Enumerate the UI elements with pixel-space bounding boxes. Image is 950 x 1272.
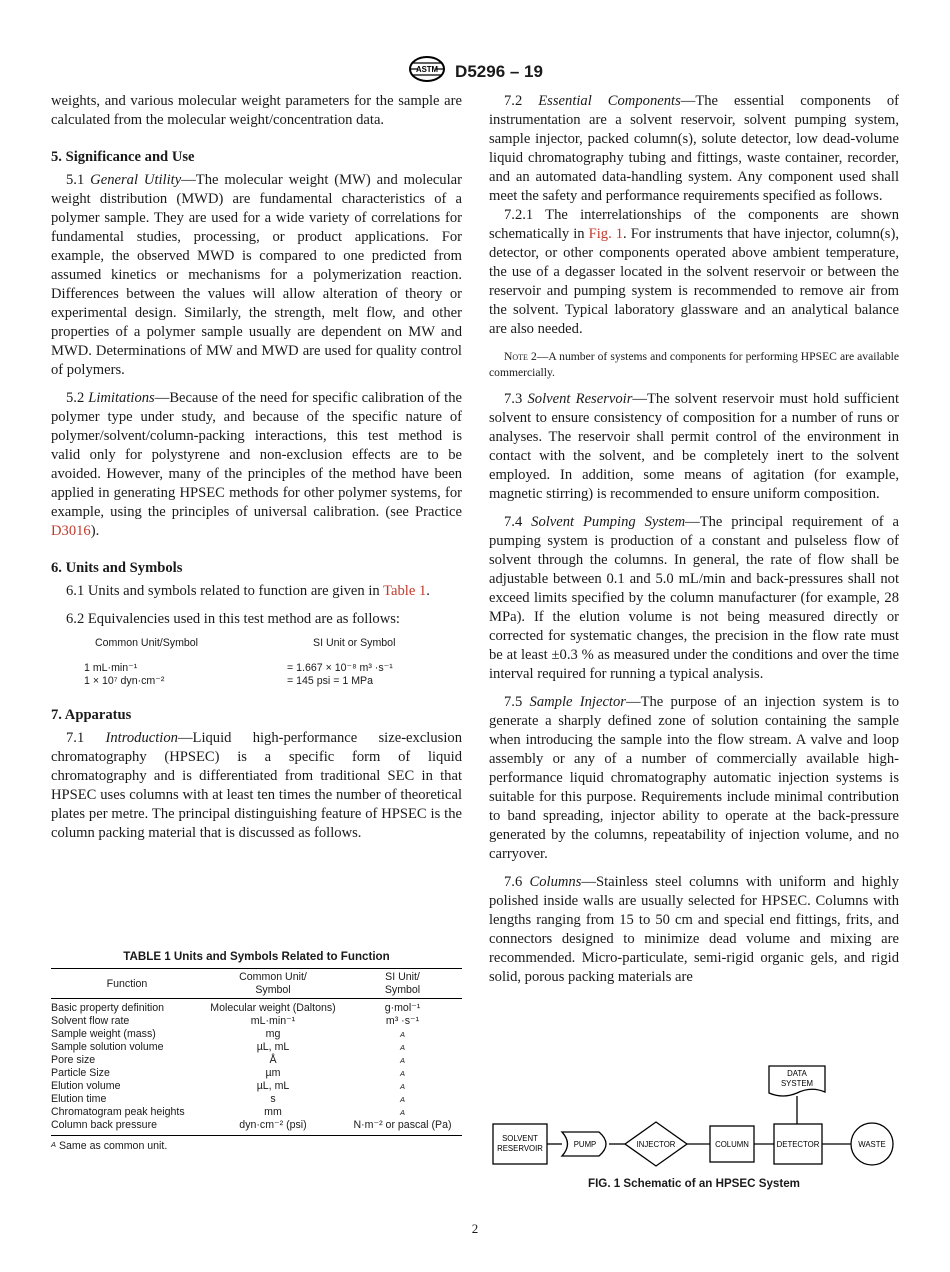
table-row: Elution volume µL, mL $^A$: [51, 1080, 405, 1092]
table-row: Sample solution volume µL, mL $^A$: [51, 1041, 405, 1053]
paragraph-7-2: 7.2 Essential Components—The essential components of instrumentation are a solvent reservoir, solvent pumping system, sample injector, packed column(s), solute detector, low dead-volume liquid chromatography tubing and fittings, waste container, recorder, and an automated data-handling system. Any component used shall meet the safety and performance requirements specified as follows.: [489, 93, 899, 204]
right-column: [489, 92, 899, 987]
equivalencies-header: Common Unit/Symbol SI Unit or Symbol: [95, 637, 396, 649]
label-column: COLUMN: [715, 1140, 749, 1149]
paragraph-5-2: 5.2 Limitations—Because of the need for specific calibration of the polymer type under study, and because of the specific nature of polymer/solvent/column-packing interactions, this test method is valid only for polystyrene and non-exclusion effects are to be avoided. However, many of the principles of the method have been applied in generating HPSEC methods for other polymer systems, for example, using the principles of universal calibration. (see Practice D3016).: [51, 390, 462, 539]
label-system: SYSTEM: [780, 1079, 814, 1088]
table-header-function: Function: [51, 969, 203, 999]
table-row: Sample weight (mass) mg $^A$: [51, 1028, 405, 1040]
section-6-heading: 6. Units and Symbols: [51, 560, 183, 576]
page-header: [0, 56, 950, 87]
fig-1-link[interactable]: Fig. 1: [588, 226, 624, 242]
table-header-common: Common Unit/ Symbol: [203, 969, 343, 999]
label-data: DATA: [787, 1069, 807, 1078]
document-id: D5296 – 19: [455, 61, 543, 81]
d3016-link[interactable]: D3016: [51, 523, 91, 539]
table-row: Solvent flow rate mL·min⁻¹ m³ ·s⁻¹: [51, 1015, 420, 1027]
table-1: [51, 950, 462, 1152]
label-waste: WASTE: [858, 1140, 886, 1149]
paragraph-6-2: 6.2 Equivalencies used in this test method are as follows:: [66, 611, 400, 627]
table-row: Column back pressure dyn·cm⁻² (psi) N·m⁻² or pascal (Pa): [51, 1119, 462, 1136]
figure-1-caption: FIG. 1 Schematic of an HPSEC System: [588, 1177, 800, 1190]
table-1-title: TABLE 1 Units and Symbols Related to Function: [123, 950, 390, 963]
table-row: Basic property definition Molecular weight (Daltons) g·mol⁻¹: [51, 1002, 421, 1014]
paragraph-7-4: 7.4 Solvent Pumping System—The principal requirement of a pumping system is production of a constant and pulseless flow of solvent through the columns. In general, the rate of flow shall be adjustable between 0.1 and 5.0 mL/min and back-pressures shall not exceed limits specified by the column manufacturer (for example, 28 MPa). If the elution volume is not being measured directly or corrected for systematic changes, the precision in the flow rate must be at least ±0.3 % as measured under the conditions and over the time interval required for running a typical analysis.: [489, 514, 899, 682]
equivalency-row: 1 mL·min⁻¹ = 1.667 × 10⁻⁸ m³ ·s⁻¹: [84, 662, 393, 674]
figure-1-schematic: [489, 1062, 899, 1177]
equivalency-row: 1 × 10⁷ dyn·cm⁻² = 145 psi = 1 MPa: [84, 675, 373, 687]
section-7-heading: 7. Apparatus: [51, 707, 132, 723]
paragraph-7-2-1: 7.2.1 The interrelationships of the components are shown schematically in Fig. 1. For instruments that have injector, column(s), detector, or other components operated above ambient temperature, the use of a degasser located in the solvent reservoir or between the reservoir and pumping system is recommended to remove air from the solvent. Typical laboratory glassware and an analytical balance are also needed.: [489, 207, 899, 337]
paragraph-6-1: 6.1 Units and symbols related to function are given in Table 1.: [66, 583, 430, 599]
astm-logo-icon: [407, 56, 447, 87]
label-pump: PUMP: [573, 1140, 597, 1149]
paragraph-7-6: 7.6 Columns—Stainless steel columns with uniform and highly polished inside walls are usually selected for HPSEC. Columns with lengths ranging from 15 to 50 cm and special end fittings, frits, and connectors designed to minimize dead volume and mixing are recommended. Micro-particulate, semi-rigid organic gels, and rigid solid, porous packing materials are: [489, 874, 899, 985]
paragraph-5-1: 5.1 General Utility—The molecular weight (MW) and molecular weight distribution (MWD) are fundamental characteristics of a polymer sample. They are used for a wide variety of correlations for fundamental studies, processing, or product applications. For example, the observed MWD is compared to one predicted from assumed kinetics or mechanisms for a polymerization reaction. Differences between the values will allow alteration of theory or experimental design. Similarly, the strength, melt flow, and other properties of a polymer sample usually are dependent on MW and MWD. Determinations of MW and MWD are used for quality control of polymers.: [51, 172, 462, 378]
label-solvent: SOLVENT: [502, 1134, 538, 1143]
paragraph-7-3: 7.3 Solvent Reservoir—The solvent reservoir must hold sufficient solvent to ensure consistency of composition for a number of runs or analyses. The reservoir shall permit control of the environment in contact with the solvent, and be completely inert to the solvent employed. In addition, some means of agitation (for example, magnetic stirring) is recommended to ensure uniform composition.: [489, 391, 900, 502]
table-1-link[interactable]: Table 1: [383, 583, 427, 599]
table-1-footnote: $^A$ Same as common unit.: [51, 1140, 168, 1152]
label-detector: DETECTOR: [776, 1140, 820, 1149]
paragraph-continuation: weights, and various molecular weight parameters for the sample are calculated from the molecular weight/concentration data.: [51, 93, 462, 128]
table-row: Chromatogram peak heights mm $^A$: [51, 1106, 405, 1118]
paragraph-7-5: 7.5 Sample Injector—The purpose of an injection system is to generate a sharply defined zone of solution containing the sample when introducing the sample into the flow stream. A valve and loop assembly or any of a number of commercially available high-performance liquid chromatography automatic injection systems is suitable for this purpose. Requirements include minimal contribution to band spreading, injector ability to operate at the back-pressure generated by the columns, repeatability of injection volume, and no carryover.: [489, 694, 899, 862]
table-row: Pore size Å $^A$: [51, 1054, 405, 1066]
equivalencies-table: [51, 637, 462, 688]
label-injector: INJECTOR: [636, 1140, 676, 1149]
logo-text: ASTM: [416, 65, 439, 74]
section-5-heading: 5. Significance and Use: [51, 149, 195, 165]
left-column: [51, 92, 462, 843]
label-reservoir: RESERVOIR: [497, 1144, 543, 1153]
note-2: Note 2—A number of systems and components for performing HPSEC are available commercially.: [489, 350, 899, 379]
table-row: Elution time s $^A$: [51, 1093, 405, 1105]
table-header-si: SI Unit/ Symbol: [343, 969, 462, 999]
page-number: 2: [471, 1221, 479, 1236]
paragraph-7-1: 7.1 Introduction—Liquid high-performance size-exclusion chromatography (HPSEC) is a specific form of liquid chromatography and is differentiated from traditional SEC in that HPSEC uses columns with at least ten times the number of theoretical plates per metre. The principal distinguishing feature of HPSEC is the column packing material that is discussed as follows.: [51, 730, 462, 841]
table-row: Particle Size µm $^A$: [51, 1067, 405, 1079]
